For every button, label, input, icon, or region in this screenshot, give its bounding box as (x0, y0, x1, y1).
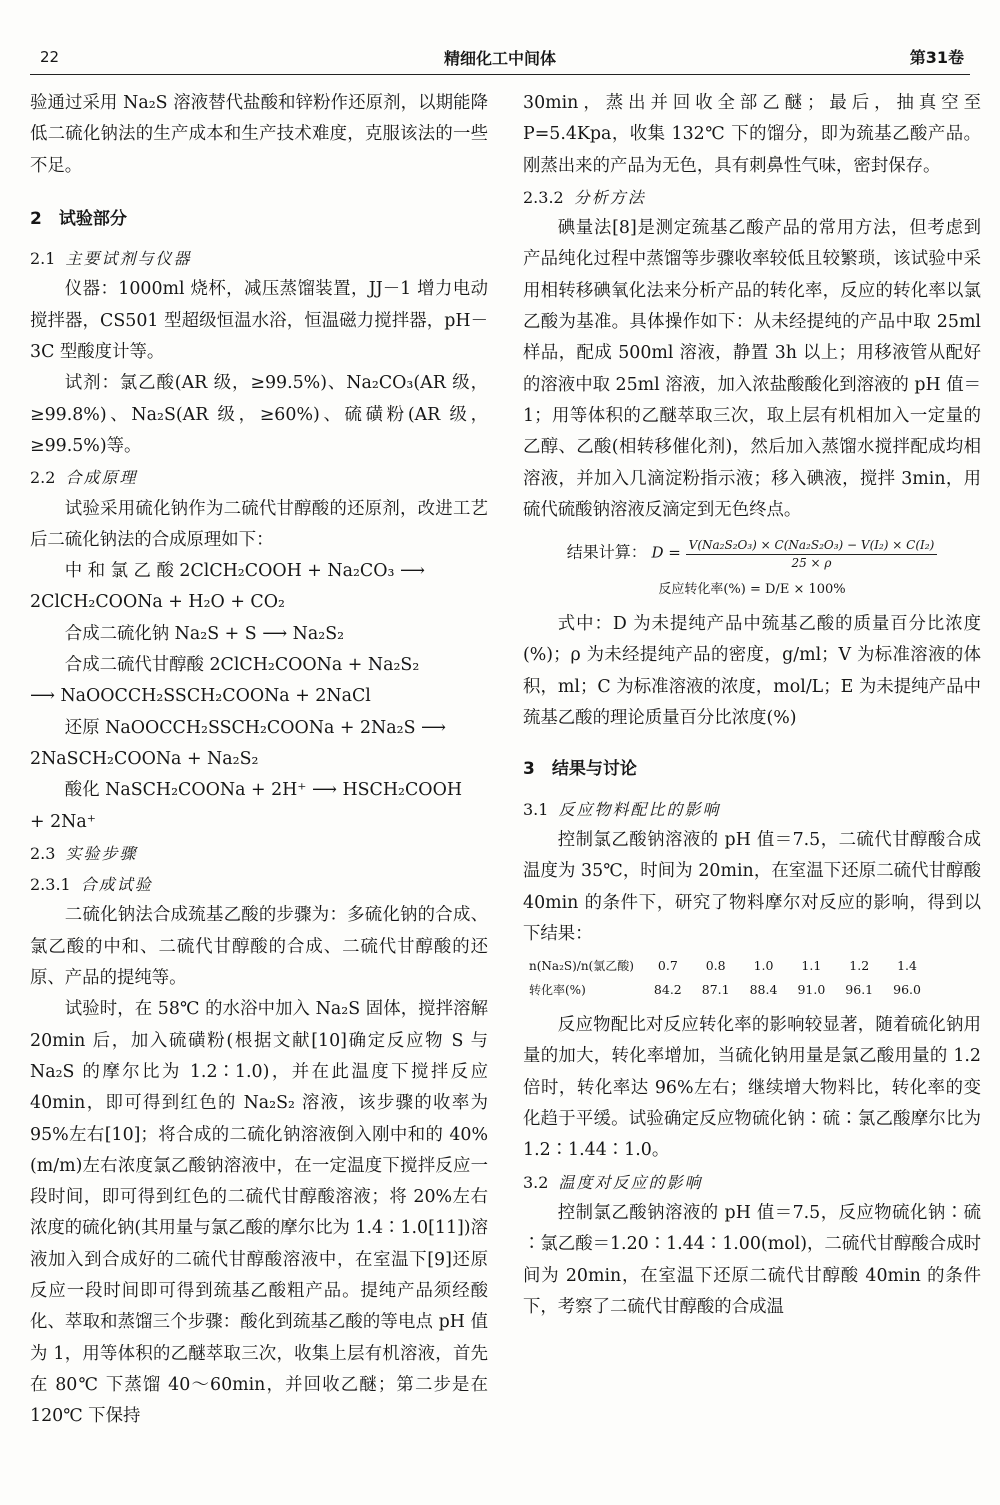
subsection-title: 合成试验 (80, 875, 153, 895)
subsection-2-2-heading (30, 462, 488, 493)
temperature-paragraph: 控制氯乙酸钠溶液的 pH 值＝7.5，反应物硫化钠∶硫∶氯乙酸＝1.20∶1.44∶1.00(mol)，二硫代甘醇酸合成时间为 20min，在室温下还原二硫代甘醇酸 40min 的条件下，考察了二硫代甘醇酸的合成温 (523, 1202, 981, 1317)
table-cell: 1.1 (801, 958, 822, 974)
page-number: 22 (40, 48, 60, 66)
left-column (30, 88, 488, 1432)
table-cell: 96.1 (845, 982, 874, 998)
formula-numerator: V(Na₂S₂O₃) × C(Na₂S₂O₃) − V(I₂) × C(I₂) (686, 536, 938, 555)
table-cell: 91.0 (797, 982, 826, 998)
reaction-neutralize: 中 和 氯 乙 酸 2ClCH₂COOH + Na₂CO₃ ⟶ (64, 561, 425, 582)
reagents-paragraph: 试剂：氯乙酸(AR 级，≥99.5%)、Na₂CO₃(AR 级，≥99.8%)、Na₂S(AR 级，≥60%)、硫磺粉(AR 级，≥99.5%)等。 (30, 373, 488, 456)
subsection-3-2-heading (523, 1167, 981, 1198)
subsection-2-3-2-heading (523, 182, 981, 213)
table-row (529, 978, 931, 1002)
result-formula (523, 536, 981, 571)
subsection-number: 2.3.2 (523, 187, 564, 207)
reaction-acidify: 酸化 NaSCH₂COONa + 2H⁺ ⟶ HSCH₂COOH (64, 780, 462, 801)
intro-paragraph: 验通过采用 Na₂S 溶液替代盐酸和锌粉作还原剂，以期能降低二硫化钠法的生产成本和生产技术难度，克服该法的一些不足。 (30, 93, 488, 176)
reaction-reduction-products: 2NaSCH₂COONa + Na₂S₂ (30, 748, 259, 769)
table-cell: 1.2 (849, 958, 870, 974)
formula-denominator: 25 × ρ (791, 556, 832, 571)
reaction-reduction: 还原 NaOOCCH₂SSCH₂COONa + 2Na₂S ⟶ (64, 717, 446, 738)
journal-title: 精细化工中间体 (443, 49, 556, 68)
ratio-discussion: 反应物配比对反应转化率的影响较显著，随着硫化钠用量的加大，转化率增加，当硫化钠用量是氯乙酸用量的 1.2 倍时，转化率达 96%左右；继续增大物料比，转化率的变化趋于平缓。试验确定反应物硫化钠∶硫∶氯乙酸摩尔比为 1.2∶1.44∶1.0。 (523, 1015, 981, 1161)
table-cell: 96.0 (893, 982, 921, 998)
table-cell: 84.2 (653, 982, 682, 998)
table-cell: 0.8 (705, 958, 726, 974)
subsection-3-1-heading (523, 794, 981, 825)
subsection-title: 实验步骤 (65, 843, 138, 863)
ratio-paragraph: 控制氯乙酸钠溶液的 pH 值＝7.5，二硫代甘醇酸合成温度为 35℃，时间为 20min，在室温下还原二硫代甘醇酸 40min 的条件下，研究了物料摩尔对反应的影响，得到以下结果： (523, 829, 981, 944)
table-cell: 0.7 (657, 958, 678, 974)
subsection-title: 温度对反应的影响 (558, 1172, 703, 1192)
subsection-number: 3.1 (523, 799, 549, 819)
experiment-paragraph: 试验时，在 58℃ 的水浴中加入 Na₂S 固体，搅拌溶解 20min 后，加入硫磺粉(根据文献[10]确定反应物 S 与 Na₂S 的摩尔比为 1.2∶1.0)，并在此温度下搅拌反应 40min，即可得到红色的 Na₂S₂ 溶液，该步骤的收率为 95%左右[10]；将合成的二硫化钠溶液倒入刚中和的 40%(m/m)左右浓度氯乙酸钠溶液中，在一定温度下搅拌反应一段时间，即可得到红色的二硫代甘醇酸溶液；将 20%左右浓度的硫化钠(其用量与氯乙酸的摩尔比为 1.4∶1.0[11])溶液加入到合成好的二硫代甘醇酸溶液中，在室温下[9]还原反应一段时间即可得到巯基乙酸粗产品。提纯产品须经酸化、萃取和蒸馏三个步骤：酸化到巯基乙酸的等电点 pH 值为 1，用等体积的乙醚萃取三次，收集上层有机溶液，首先在 80℃ 下蒸馏 40～60min，并回收乙醚；第二步是在 120℃ 下保持 (30, 999, 488, 1427)
reaction-dithiodiglycolic: 合成二硫代甘醇酸 2ClCH₂COONa + Na₂S₂ (64, 655, 420, 676)
subsection-title: 主要试剂与仪器 (65, 249, 192, 269)
reaction-dithiodiglycolic-products: ⟶ NaOOCCH₂SSCH₂COONa + 2NaCl (30, 686, 371, 707)
formula-fraction (686, 536, 938, 571)
table-row (529, 954, 931, 978)
conversion-formula: 反应转化率(%) = D/E × 100% (658, 582, 846, 598)
table-row-label: 转化率(%) (529, 983, 586, 998)
section-2-heading: 2 试验部分 (30, 208, 127, 229)
subsection-number: 2.3 (30, 843, 56, 863)
volume-label: 第31卷 (909, 48, 964, 67)
ratio-table (529, 954, 931, 1002)
section-3-heading: 3 结果与讨论 (523, 759, 637, 780)
continued-paragraph: 30min，蒸出并回收全部乙醚；最后，抽真空至 P=5.4Kpa，收集 132℃ 下的馏分，即为巯基乙酸产品。刚蒸出来的产品为无色，具有刺鼻性气味，密封保存。 (523, 93, 981, 176)
table-row-label: n(Na₂S)/n(氯乙酸) (529, 959, 634, 974)
table-cell: 1.4 (897, 958, 917, 974)
formula-lhs: D = (651, 543, 681, 562)
subsection-number: 3.2 (523, 1172, 549, 1192)
variable-definitions: 式中：D 为未提纯产品中巯基乙酸的质量百分比浓度(%)；ρ 为未经提纯产品的密度，g/ml；V 为标准溶液的体积，ml；C 为标准溶液的浓度，mol/L；E 为未提纯产品中巯基乙酸的理论质量百分比浓度(%) (523, 614, 981, 729)
iodometry-paragraph: 碘量法[8]是测定巯基乙酸产品的常用方法，但考虑到产品纯化过程中蒸馏等步骤收率较低且较繁琐，该试验中采用相转移碘氧化法来分析产品的转化率，反应的转化率以氯乙酸为基准。具体操作如下：从未经提纯的产品中取 25ml 样品，配成 500ml 溶液，静置 3h 以上；用移液管从配好的溶液中取 25ml 溶液，加入浓盐酸酸化到溶液的 pH 值＝1；用等体积的乙醚萃取三次，取上层有机相加入一定量的乙醇、乙酸(相转移催化剂)，然后加入蒸馏水搅拌配成均相溶液，并加入几滴淀粉指示液；移入碘液，搅拌 3min，用硫代硫酸钠溶液反滴定到无色终点。 (523, 218, 981, 520)
subsection-number: 2.2 (30, 468, 56, 488)
formula-label: 结果计算： (566, 542, 647, 562)
subsection-number: 2.3.1 (30, 875, 71, 895)
subsection-title: 分析方法 (573, 187, 646, 207)
table-cell: 88.4 (749, 982, 778, 998)
subsection-title: 合成原理 (65, 468, 138, 488)
table-cell: 1.0 (753, 958, 774, 974)
subsection-2-3-heading (30, 838, 488, 869)
reaction-acidify-products: + 2Na⁺ (30, 811, 96, 832)
subsection-2-1-heading (30, 243, 488, 274)
reaction-disulfide: 合成二硫化钠 Na₂S + S ⟶ Na₂S₂ (64, 623, 345, 644)
steps-paragraph: 二硫化钠法合成巯基乙酸的步骤为：多硫化钠的合成、氯乙酸的中和、二硫代甘醇酸的合成、二硫代甘醇酸的还原、产品的提纯等。 (30, 905, 488, 989)
subsection-2-3-1-heading (30, 869, 488, 900)
table-cell: 87.1 (701, 982, 730, 998)
subsection-number: 2.1 (30, 249, 56, 269)
running-header (30, 40, 970, 75)
right-column (523, 88, 981, 1323)
reaction-neutralize-products: 2ClCH₂COONa + H₂O + CO₂ (30, 592, 285, 613)
instruments-paragraph: 仪器：1000ml 烧杯，减压蒸馏装置，JJ－1 增力电动搅拌器，CS501 型超级恒温水浴，恒温磁力搅拌器，pH－3C 型酸度计等。 (30, 279, 488, 363)
principle-paragraph: 试验采用硫化钠作为二硫代甘醇酸的还原剂，改进工艺后二硫化钠法的合成原理如下： (30, 498, 488, 550)
subsection-title: 反应物料配比的影响 (558, 799, 721, 819)
